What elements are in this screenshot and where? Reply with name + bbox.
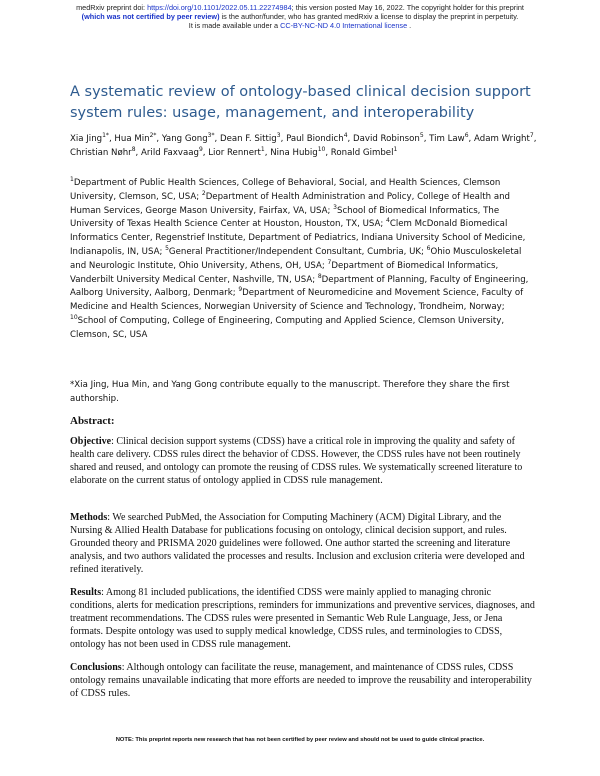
author-name: Paul Biondich: [286, 134, 344, 144]
author-name: Yang Gong: [161, 134, 208, 144]
author-affiliation-marker: 10: [317, 145, 326, 153]
affiliation-marker: 8: [317, 272, 322, 280]
affiliation-marker: 7: [327, 258, 332, 266]
affiliation-text: Department of Planning, Faculty of Engineering, Aalborg University, Aalborg, Denmark: [70, 274, 529, 299]
author-affiliation-marker: 1*: [102, 132, 109, 140]
author-affiliation-marker: 1: [260, 145, 265, 153]
affiliation-marker: 4: [386, 217, 390, 225]
affiliation-text: Department of Neuromedicine and Movement Science, Faculty of Medicine and Health Sciences, Norwegian University of Science and Technology, Trondheim, Norway: [70, 288, 524, 313]
affiliation-text: School of Biomedical Informatics, The University of Texas Health Science Center at Houston, Houston, TX, USA: [70, 205, 500, 230]
author-affiliation-marker: 3*: [207, 132, 215, 140]
affiliation-text: Clem McDonald Biomedical Informatics Center, Regenstrief Institute, Department of Pediatrics, Indiana University School of Medicine, Indianapolis, IN, USA: [70, 219, 526, 257]
doi-link[interactable]: https://doi.org/10.1101/2022.05.11.22274984: [147, 3, 292, 12]
affiliation-marker: 3: [333, 203, 337, 211]
abstract-objective: Objective: Clinical decision support systems (CDSS) have a critical role in improving the quality and safety of health care delivery. CDSS rules direct the behavior of CDSS. However, the CDSS rules have not been routinely shared and reused, and ontology can promote the reusing of CDSS rules. We systematically screened literature to elaborate on the current status of ontology applied in CDSS rule management.: [70, 436, 523, 486]
affiliation-marker: 1: [70, 176, 74, 184]
author-name: Adam Wright: [474, 134, 530, 144]
objective-label: Objective: [70, 436, 112, 447]
affiliation-list: $^1$Department of Public Health Sciences, College of Behavioral, Social, and Health Sciences, Clemson University, Clemson, SC, USA; $^2$Department of Health Administration and Policy, College of Health and Human Services, George Mason University, Fairfax, VA, USA; $^3$School of Biomedical Informatics, The University of Texas Health Science Center at Houston, Houston, TX, USA; $^4$Clem McDonald Biomedical Informatics Center, Regenstrief Institute, Department of Pediatrics, Indiana University School of Medicine, Indianapolis, IN, USA; $^5$General Practitioner/Independent Consultant, Cumbria, UK; $^6$Ohio Musculoskeletal and Neurologic Institute, Ohio University, Athens, OH, USA; $^7$Department of Biomedical Informatics, Vanderbilt University Medical Center, Nashville, TN, USA; $^8$Department of Planning, Faculty of Engineering, Aalborg University, Aalborg, Denmark; $^9$Department of Neuromedicine and Movement Science, Faculty of Medicine and Health Sciences, Norwegian University of Science and Technology, Trondheim, Norway; $^{10}$School of Computing, College of Engineering, Computing and Applied Science, Clemson University, Clemson, SC, USA: [70, 176, 529, 340]
author-list: Xia Jing$^{1*}$, Hua Min$^{2*}$, Yang Gong$^{3*}$, Dean F. Sittig$^3$, Paul Biondich$^4$, David Robinson$^5$, Tim Law$^6$, Adam Wright$^7$, Christian Nøhr$^8$, Arild Faxvaag$^9$, Lior Rennert$^1$, Nina Hubig$^{10}$, Ronald Gimbel$^1$: [70, 132, 537, 158]
author-name: Xia Jing: [70, 134, 103, 144]
preprint-header: [20, 3, 580, 30]
author-affiliation-marker: 1: [393, 145, 398, 153]
abstract-methods: Methods: We searched PubMed, the Association for Computing Machinery (ACM) Digital Library, and the Nursing & Allied Health Database for publications focusing on ontology, clinical decision support, and rules. Grounded theory and PRISMA 2020 guidelines were followed. One author started the screening and literature analysis, and two authors validated the processes and results. Inclusion and exclusion criteria were developed and refined iteratively.: [70, 512, 525, 575]
author-name: Christian Nøhr: [70, 147, 132, 158]
header-line-2: (which was not certified by peer review) is the author/funder, who has granted medRxiv a license to display the preprint in perpetuity.: [81, 12, 519, 21]
author-affiliation-marker: 3: [276, 132, 281, 140]
abstract-heading: Abstract:: [70, 415, 115, 427]
paper-title: A systematic review of ontology-based clinical decision support system rules: usage, management, and interoperability: [70, 84, 531, 121]
abstract-results: Results: Among 81 included publications, the identified CDSS were mainly applied to managing chronic conditions, alerts for medication prescriptions, reminders for immunizations and preventive services, diagnoses, and treatment recommendations. The CDSS rules were presented in Semantic Web Rule Language, Jess, or Jena formats. Despite ontology was used to supply medical knowledge, CDSS rules, and terminologies to CDSS, ontology has not been used in CDSS rule management.: [70, 587, 535, 650]
author-affiliation-marker: 7: [529, 132, 534, 140]
author-affiliation-marker: 4: [343, 132, 348, 140]
methods-label: Methods: [70, 512, 108, 523]
affiliation-marker: 2: [201, 189, 206, 197]
author-affiliation-marker: 8: [131, 145, 136, 153]
author-name: Hua Min: [114, 134, 150, 144]
affiliation-text: Department of Public Health Sciences, College of Behavioral, Social, and Health Sciences, Clemson University, Clemson, SC, USA: [70, 178, 501, 202]
preprint-footer-note: NOTE: This preprint reports new research that has not been certified by peer review and should not be used to guide clinical practice.: [115, 737, 485, 743]
author-name: Ronald Gimbel: [330, 147, 394, 158]
affiliation-text: Department of Health Administration and Policy, College of Health and Human Services, George Mason University, Fairfax, VA, USA: [70, 191, 511, 216]
affiliation-text: Department of Biomedical Informatics, Vanderbilt University Medical Center, Nashville, TN, USA: [70, 260, 499, 285]
affiliation-marker: 5: [165, 245, 169, 253]
author-name: Arild Faxvaag: [141, 147, 199, 158]
header-line-3: It is made available under a CC-BY-NC-ND 4.0 International license .: [188, 21, 412, 30]
author-name: Tim Law: [429, 134, 465, 144]
header-line-1: medRxiv preprint doi: https://doi.org/10.1101/2022.05.11.22274984; this version posted May 16, 2022. The copyright holder for this preprint: [76, 3, 524, 12]
results-label: Results: [70, 587, 102, 598]
affiliation-marker: 10: [70, 314, 78, 322]
conclusions-label: Conclusions: [70, 662, 122, 673]
affiliation-text: Ohio Musculoskeletal and Neurologic Institute, Ohio University, Athens, OH, USA: [70, 246, 522, 271]
license-link[interactable]: CC-BY-NC-ND 4.0 International license: [280, 21, 408, 30]
peer-review-notice: (which was not certified by peer review): [81, 12, 220, 21]
author-name: Dean F. Sittig: [219, 134, 277, 144]
affiliation-marker: 9: [238, 286, 243, 294]
author-affiliation-marker: 2*: [149, 132, 157, 140]
affiliation-text: General Practitioner/Independent Consultant, Cumbria, UK: [168, 246, 421, 257]
equal-contribution-note: *Xia Jing, Hua Min, and Yang Gong contribute equally to the manuscript. Therefore they share the first authorship.: [70, 380, 510, 404]
author-name: Lior Rennert: [208, 147, 261, 158]
affiliation-marker: 6: [426, 245, 431, 253]
author-name: David Robinson: [353, 134, 420, 144]
author-name: Nina Hubig: [270, 147, 318, 158]
author-affiliation-marker: 5: [419, 132, 424, 140]
author-affiliation-marker: 9: [198, 145, 203, 153]
abstract-conclusions: Conclusions: Although ontology can facilitate the reuse, management, and maintenance of CDSS rules, CDSS ontology remains unavailable indicating that more efforts are needed to improve the reusability and interoperability of CDSS rules.: [70, 662, 532, 699]
author-affiliation-marker: 6: [464, 132, 469, 140]
affiliation-text: School of Computing, College of Engineering, Computing and Applied Science, Clemson University, Clemson, SC, USA: [70, 315, 505, 340]
